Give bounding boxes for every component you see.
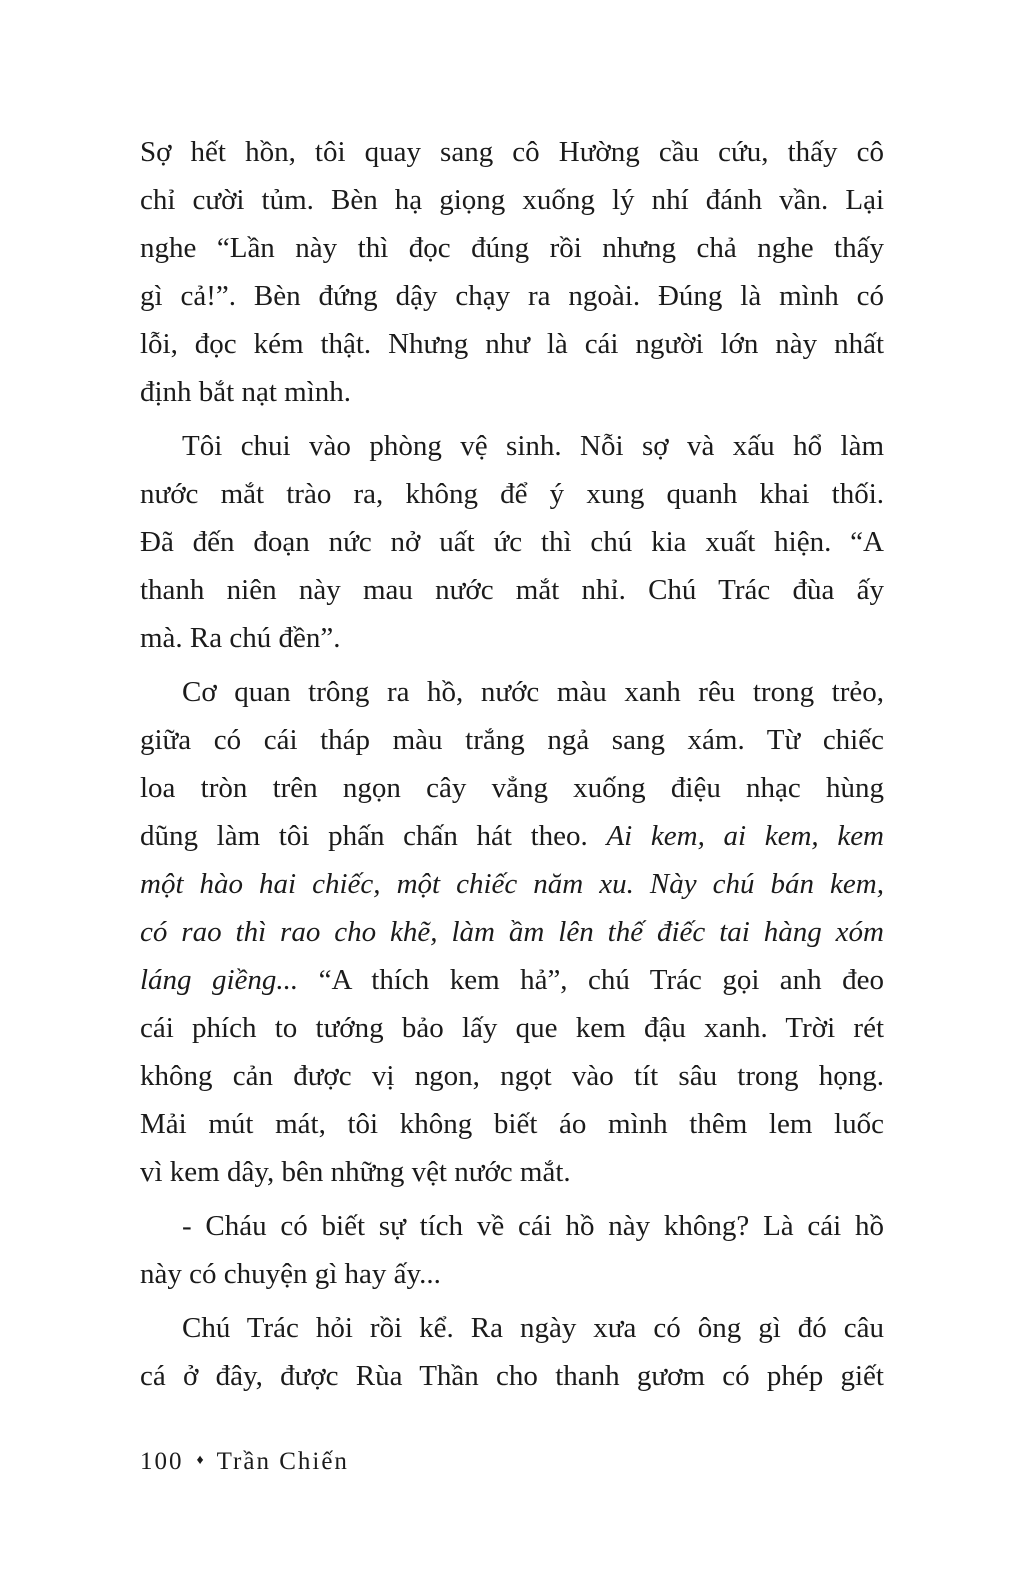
- text-line: [140, 1148, 884, 1196]
- paragraph: [140, 422, 884, 662]
- text-line: [140, 176, 884, 224]
- text-line: [140, 956, 884, 1004]
- text-line: [140, 812, 884, 860]
- text-line: [140, 1250, 884, 1298]
- text-segment: loa tròn trên ngọn cây vẳng xuống điệu nhạc hùng: [140, 772, 884, 804]
- paragraph: [140, 1202, 884, 1298]
- text-line: [140, 668, 884, 716]
- text-line: [140, 860, 884, 908]
- paragraph: [140, 1304, 884, 1400]
- text-segment: Mải mút mát, tôi không biết áo mình thêm lem luốc: [140, 1108, 884, 1140]
- text-segment: Sợ hết hồn, tôi quay sang cô Hường cầu cứu, thấy cô: [140, 136, 884, 168]
- text-line: [140, 716, 884, 764]
- text-segment: chỉ cười tủm. Bèn hạ giọng xuống lý nhí đánh vần. Lại: [140, 184, 884, 216]
- text-segment: này có chuyện gì hay ấy...: [140, 1258, 441, 1290]
- diamond-separator-icon: ♦: [196, 1453, 204, 1468]
- text-line: [140, 1202, 884, 1250]
- text-segment: cái phích to tướng bảo lấy que kem đậu xanh. Trời rét: [140, 1012, 884, 1044]
- text-segment: Đã đến đoạn nức nở uất ức thì chú kia xuất hiện. “A: [140, 526, 884, 558]
- text-segment: nước mắt trào ra, không để ý xung quanh khai thối.: [140, 478, 884, 510]
- page-number: 100: [140, 1448, 184, 1475]
- text-line: [140, 614, 884, 662]
- text-segment: - Cháu có biết sự tích về cái hồ này không? Là cái hồ: [182, 1210, 884, 1242]
- text-block: [140, 128, 884, 1400]
- text-segment: gì cả!”. Bèn đứng dậy chạy ra ngoài. Đúng là mình có: [140, 280, 884, 312]
- text-line: [140, 470, 884, 518]
- text-line: [140, 368, 884, 416]
- text-segment: một hào hai chiếc, một chiếc năm xu. Này chú bán kem,: [140, 868, 884, 900]
- text-segment: dũng làm tôi phấn chấn hát theo.: [140, 820, 607, 852]
- text-segment: định bắt nạt mình.: [140, 376, 352, 408]
- text-segment: láng giềng...: [140, 964, 319, 996]
- text-segment: nghe “Lần này thì đọc đúng rồi nhưng chả nghe thấy: [140, 232, 884, 264]
- author-name: Trần Chiến: [216, 1448, 349, 1475]
- text-segment: thanh niên này mau nước mắt nhỉ. Chú Trác đùa ấy: [140, 574, 884, 606]
- text-line: [140, 1004, 884, 1052]
- paragraph: [140, 668, 884, 1196]
- text-segment: “A thích kem hả”, chú Trác gọi anh đeo: [318, 964, 884, 996]
- text-segment: vì kem dây, bên những vệt nước mắt.: [140, 1156, 571, 1188]
- text-line: [140, 1352, 884, 1400]
- text-line: [140, 1304, 884, 1352]
- text-line: [140, 518, 884, 566]
- page-footer: [140, 1448, 349, 1476]
- text-segment: Ai kem, ai kem, kem: [606, 820, 885, 852]
- text-line: [140, 1100, 884, 1148]
- text-line: [140, 128, 884, 176]
- text-line: [140, 566, 884, 614]
- text-segment: cá ở đây, được Rùa Thần cho thanh gươm có phép giết: [140, 1360, 884, 1392]
- text-line: [140, 422, 884, 470]
- text-segment: giữa có cái tháp màu trắng ngả sang xám. Từ chiếc: [140, 724, 884, 756]
- text-segment: Chú Trác hỏi rồi kể. Ra ngày xưa có ông gì đó câu: [182, 1312, 884, 1344]
- paragraph: [140, 128, 884, 416]
- text-line: [140, 272, 884, 320]
- text-line: [140, 908, 884, 956]
- text-segment: không cản được vị ngon, ngọt vào tít sâu trong họng.: [140, 1060, 884, 1092]
- text-segment: lỗi, đọc kém thật. Nhưng như là cái người lớn này nhất: [140, 328, 884, 360]
- text-segment: Cơ quan trông ra hồ, nước màu xanh rêu trong trẻo,: [182, 676, 884, 708]
- text-segment: có rao thì rao cho khẽ, làm ầm lên thế điếc tai hàng xóm: [140, 916, 884, 948]
- text-line: [140, 224, 884, 272]
- text-line: [140, 1052, 884, 1100]
- text-line: [140, 764, 884, 812]
- text-line: [140, 320, 884, 368]
- text-segment: mà. Ra chú đền”.: [140, 622, 341, 654]
- text-segment: Tôi chui vào phòng vệ sinh. Nỗi sợ và xấu hổ làm: [182, 430, 884, 462]
